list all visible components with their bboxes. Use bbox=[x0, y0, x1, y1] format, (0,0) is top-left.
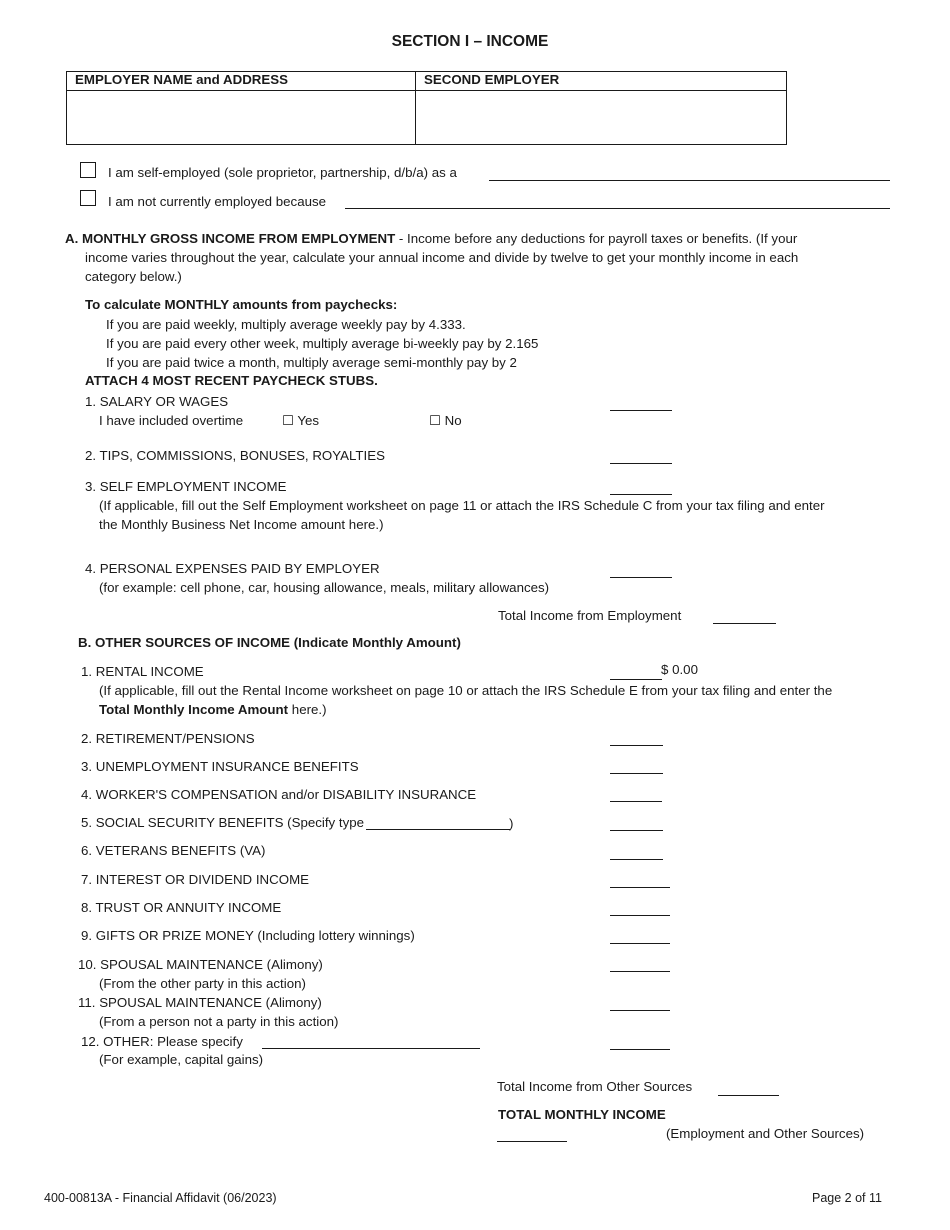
trust-label: 8. TRUST OR ANNUITY INCOME bbox=[81, 900, 282, 915]
calc-semimonthly: If you are paid twice a month, multiply average semi-monthly pay by 2 bbox=[106, 355, 517, 370]
self-employed-checkbox[interactable] bbox=[80, 162, 96, 178]
personal-expenses-amount-field[interactable] bbox=[610, 577, 672, 578]
self-employed-field[interactable] bbox=[489, 180, 890, 181]
trust-amount-field[interactable] bbox=[610, 915, 670, 916]
section-title: SECTION I – INCOME bbox=[391, 33, 549, 50]
overtime-no-checkbox[interactable]: ☐ No bbox=[429, 413, 462, 428]
social-security-label: 5. SOCIAL SECURITY BENEFITS (Specify type bbox=[81, 815, 365, 830]
workers-comp-label: 4. WORKER'S COMPENSATION and/or DISABILITY INSURANCE bbox=[81, 787, 477, 802]
veterans-amount-field[interactable] bbox=[610, 859, 663, 860]
rental-note-2-rest: here.) bbox=[288, 702, 327, 717]
calc-biweekly: If you are paid every other week, multiply average bi-weekly pay by 2.165 bbox=[106, 336, 539, 351]
employer-name-header: EMPLOYER NAME and ADDRESS bbox=[67, 72, 416, 91]
salary-amount-field[interactable] bbox=[610, 410, 672, 411]
total-other-field[interactable] bbox=[718, 1095, 779, 1096]
self-employment-note-1: (If applicable, fill out the Self Employment worksheet on page 11 or attach the IRS Schedule C from your tax filing and enter bbox=[99, 498, 825, 513]
spousal-maint-1-note: (From the other party in this action) bbox=[99, 976, 306, 991]
self-employment-amount-field[interactable] bbox=[610, 494, 672, 495]
overtime-label: I have included overtime bbox=[99, 413, 244, 428]
part-a-heading: A. MONTHLY GROSS INCOME FROM EMPLOYMENT bbox=[65, 231, 396, 246]
total-employment-label: Total Income from Employment bbox=[498, 608, 682, 623]
salary-label: 1. SALARY OR WAGES bbox=[85, 394, 229, 409]
overtime-yes-checkbox[interactable]: ☐ Yes bbox=[282, 413, 320, 428]
total-other-label: Total Income from Other Sources bbox=[497, 1079, 693, 1094]
tips-label: 2. TIPS, COMMISSIONS, BONUSES, ROYALTIES bbox=[85, 448, 385, 463]
total-monthly-label: TOTAL MONTHLY INCOME bbox=[498, 1107, 666, 1122]
interest-label: 7. INTEREST OR DIVIDEND INCOME bbox=[81, 872, 310, 887]
other-income-label: 12. OTHER: Please specify bbox=[81, 1034, 243, 1049]
rental-income-label: 1. RENTAL INCOME bbox=[81, 664, 204, 679]
part-b-heading: B. OTHER SOURCES OF INCOME (Indicate Monthly Amount) bbox=[78, 635, 461, 650]
form-id: 400-00813A - Financial Affidavit (06/2023) bbox=[44, 1191, 277, 1205]
rental-note-2 bbox=[99, 702, 327, 717]
part-a-heading-line bbox=[65, 231, 797, 246]
not-employed-label: I am not currently employed because bbox=[108, 194, 327, 209]
personal-expenses-note: (for example: cell phone, car, housing allowance, meals, military allowances) bbox=[99, 580, 550, 595]
spousal-maint-2-note: (From a person not a party in this action) bbox=[99, 1014, 339, 1029]
gifts-label: 9. GIFTS OR PRIZE MONEY (Including lottery winnings) bbox=[81, 928, 415, 943]
personal-expenses-label: 4. PERSONAL EXPENSES PAID BY EMPLOYER bbox=[85, 561, 380, 576]
other-income-amount-field[interactable] bbox=[610, 1049, 670, 1050]
veterans-label: 6. VETERANS BENEFITS (VA) bbox=[81, 843, 266, 858]
part-a-desc-2: income varies throughout the year, calculate your annual income and divide by twelve to get your monthly income in each bbox=[85, 250, 799, 265]
gifts-amount-field[interactable] bbox=[610, 943, 670, 944]
rental-income-value: $ 0.00 bbox=[661, 662, 698, 677]
part-a-desc-3: category below.) bbox=[85, 269, 182, 284]
self-employed-label: I am self-employed (sole proprietor, partnership, d/b/a) as a bbox=[108, 165, 457, 180]
self-employment-label: 3. SELF EMPLOYMENT INCOME bbox=[85, 479, 287, 494]
social-security-amount-field[interactable] bbox=[610, 830, 663, 831]
part-a-desc-1: - Income before any deductions for payroll taxes or benefits. (If your bbox=[395, 231, 798, 246]
calc-heading: To calculate MONTHLY amounts from paychecks: bbox=[85, 297, 398, 312]
spousal-maint-2-label: 11. SPOUSAL MAINTENANCE (Alimony) bbox=[78, 995, 322, 1010]
employer-table bbox=[66, 71, 787, 145]
attach-note: ATTACH 4 MOST RECENT PAYCHECK STUBS. bbox=[85, 373, 378, 388]
other-income-specify-field[interactable] bbox=[262, 1048, 480, 1049]
second-employer-header: SECOND EMPLOYER bbox=[416, 72, 787, 91]
rental-note-2-bold: Total Monthly Income Amount bbox=[99, 702, 289, 717]
interest-amount-field[interactable] bbox=[610, 887, 670, 888]
employer-name-field[interactable] bbox=[67, 91, 416, 145]
self-employment-note-2: the Monthly Business Net Income amount here.) bbox=[99, 517, 384, 532]
total-monthly-note: (Employment and Other Sources) bbox=[666, 1126, 865, 1141]
not-employed-checkbox[interactable] bbox=[80, 190, 96, 206]
unemployment-label: 3. UNEMPLOYMENT INSURANCE BENEFITS bbox=[81, 759, 359, 774]
page-number: Page 2 of 11 bbox=[812, 1191, 882, 1205]
social-security-close-paren: ) bbox=[509, 816, 514, 831]
social-security-type-field[interactable] bbox=[366, 829, 510, 830]
workers-comp-amount-field[interactable] bbox=[610, 801, 662, 802]
unemployment-amount-field[interactable] bbox=[610, 773, 663, 774]
spousal-maint-2-amount-field[interactable] bbox=[610, 1010, 670, 1011]
retirement-amount-field[interactable] bbox=[610, 745, 663, 746]
spousal-maint-1-amount-field[interactable] bbox=[610, 971, 670, 972]
not-employed-reason-field[interactable] bbox=[345, 208, 890, 209]
spousal-maint-1-label: 10. SPOUSAL MAINTENANCE (Alimony) bbox=[78, 957, 323, 972]
rental-note-1: (If applicable, fill out the Rental Income worksheet on page 10 or attach the IRS Schedule E from your tax filing and enter the bbox=[99, 683, 833, 698]
calc-weekly: If you are paid weekly, multiply average weekly pay by 4.333. bbox=[106, 317, 466, 332]
total-employment-field[interactable] bbox=[713, 623, 776, 624]
total-monthly-field[interactable] bbox=[497, 1141, 567, 1142]
tips-amount-field[interactable] bbox=[610, 463, 672, 464]
other-income-note: (For example, capital gains) bbox=[99, 1052, 264, 1067]
second-employer-field[interactable] bbox=[416, 91, 787, 145]
retirement-label: 2. RETIREMENT/PENSIONS bbox=[81, 731, 255, 746]
rental-income-field[interactable] bbox=[610, 679, 662, 680]
